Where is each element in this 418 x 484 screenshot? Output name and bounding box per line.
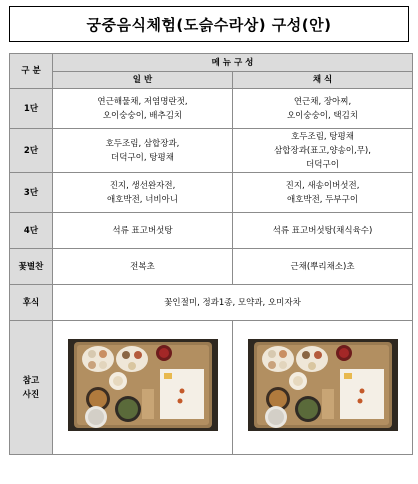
title-text: 궁중음식체험(도슭수라상) 구성(안) [86, 15, 332, 34]
reference-row [10, 321, 413, 455]
menu-line: 전복초 [130, 261, 155, 272]
general-cell [53, 129, 233, 173]
page-title [9, 6, 409, 42]
menu-line: 삼합장과(표고,양송이,무), [274, 145, 371, 156]
row-label: 3단 [10, 173, 53, 213]
menu-line: 연근채, 장아찌, [293, 96, 352, 107]
dessert-label: 후식 [10, 285, 53, 321]
food-tray-photo [68, 339, 218, 431]
menu-line: 더덕구이 [306, 159, 339, 170]
header-menu: 메 뉴 구 성 [53, 54, 413, 72]
dessert-cell: 꽃인절미, 정과1종, 모약과, 오미자차 [53, 285, 413, 321]
menu-line: 근채(뿌리채소)초 [290, 261, 355, 272]
menu-line: 진지, 생선완자전, [109, 180, 176, 191]
reference-photo-general [53, 321, 233, 455]
menu-line: 애호박전, 두부구이 [286, 194, 359, 205]
header-row [10, 54, 413, 72]
menu-line: 호두조림, 삼합장과, [105, 138, 180, 149]
menu-line: 석류 표고버섯탕(채식육수) [272, 225, 373, 236]
table-row [10, 249, 413, 285]
header-general: 일 반 [53, 72, 233, 89]
menu-line: 오이숭숭이, 택김치 [286, 110, 359, 121]
header-category: 구 분 [10, 54, 53, 89]
row-label: 1단 [10, 89, 53, 129]
row-label: 4단 [10, 213, 53, 249]
reference-label [10, 321, 53, 455]
table-row [10, 129, 413, 173]
reference-photo-vegetarian [233, 321, 413, 455]
general-cell [53, 173, 233, 213]
general-cell [53, 249, 233, 285]
food-tray-photo [248, 339, 398, 431]
row-label: 2단 [10, 129, 53, 173]
vegetarian-cell [233, 89, 413, 129]
general-cell [53, 89, 233, 129]
menu-line: 더덕구이, 탕평채 [111, 152, 174, 163]
menu-line: 석류 표고버섯탕 [112, 225, 173, 236]
table-row [10, 89, 413, 129]
menu-line: 애호박전, 너비아니 [106, 194, 179, 205]
menu-line: 진지, 새송이버섯전, [285, 180, 360, 191]
menu-line: 호두조림, 탕평채 [291, 131, 354, 142]
vegetarian-cell [233, 213, 413, 249]
vegetarian-cell [233, 173, 413, 213]
table-row [10, 173, 413, 213]
general-cell [53, 213, 233, 249]
table-row [10, 213, 413, 249]
menu-line: 연근해물채, 저염명란젓, [97, 96, 188, 107]
header-vegetarian: 채 식 [233, 72, 413, 89]
subheader-row [10, 72, 413, 89]
menu-line: 오이숭숭이, 배추김치 [102, 110, 183, 121]
reference-label-line: 참고 [22, 375, 40, 386]
vegetarian-cell [233, 129, 413, 173]
row-label: 꽃별찬 [10, 249, 53, 285]
dessert-row [10, 285, 413, 321]
menu-table [9, 53, 413, 455]
reference-label-line: 사진 [22, 389, 40, 400]
vegetarian-cell [233, 249, 413, 285]
